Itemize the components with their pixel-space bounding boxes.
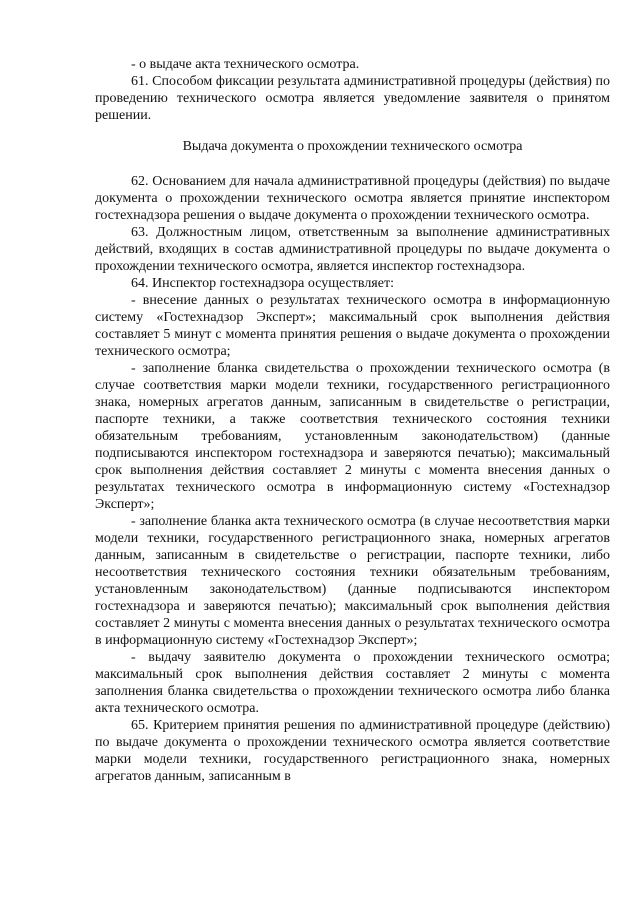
paragraph-65: 65. Критерием принятия решения по административной процедуре (действию) по выдаче документа о прохождении технического осмотра является соответствие марки модели техники, государственного регистрационного знака, номерных агрегатов данным, записанным в (95, 718, 610, 784)
paragraph-61: 61. Способом фиксации результата административной процедуры (действия) по проведению технического осмотра является уведомление заявителя о принятом решении. (95, 74, 610, 123)
spacer (95, 155, 610, 173)
list-item: - выдачу заявителю документа о прохождении технического осмотра; максимальный срок выполнения действия составляет 2 минуты с момента заполнения бланка свидетельства о прохождении технического осмотра либо бланка акта технического осмотра. (95, 650, 610, 716)
document-page (95, 56, 610, 785)
paragraph-64: 64. Инспектор гостехнадзора осуществляет: (131, 276, 394, 291)
list-item: - заполнение бланка акта технического осмотра (в случае несоответствия марки модели техники, государственного регистрационного знака, номерных агрегатов данным, записанным в свидетельстве о регистрации, паспорте техники, либо несоответствия технического состояния техники обязательным требованиям, установленным законодательством) (данные подписываются инспектором гостехнадзора и заверяются печатью); максимальный срок выполнения действия составляет 2 минуты с момента внесения данных о результатах технического осмотра в информационную систему «Гостехнадзор Эксперт»; (95, 514, 610, 648)
intro-bullet: - о выдаче акта технического осмотра. (131, 57, 360, 72)
paragraph-62: 62. Основанием для начала административной процедуры (действия) по выдаче документа о прохождении технического осмотра является принятие инспектором гостехнадзора решения о выдаче документа о прохождении технического осмотра. (95, 174, 610, 223)
paragraph-63: 63. Должностным лицом, ответственным за выполнение административных действий, входящих в состав административной процедуры по выдаче документа о прохождении технического осмотра, является инспектор гостехнадзора. (95, 225, 610, 274)
list-item: - заполнение бланка свидетельства о прохождении технического осмотра (в случае соответствия марки модели техники, государственного регистрационного знака, номерных агрегатов данным, записанным в свидетельстве о регистрации, паспорте техники, а также соответствия технического состояния техники обязательным требованиям, установленным законодательством) (данные подписываются инспектором гостехнадзора и заверяются печатью); максимальный срок выполнения действия составляет 2 минуты с момента внесения данных о результатах технического осмотра в информационную систему «Гостехнадзор Эксперт»; (95, 361, 610, 512)
list-item: - внесение данных о результатах технического осмотра в информационную систему «Гостехнадзор Эксперт»; максимальный срок выполнения действия составляет 5 минут с момента принятия решения о выдаче документа о прохождении технического осмотра; (95, 293, 610, 359)
section-heading: Выдача документа о прохождении технического осмотра (182, 139, 523, 154)
spacer (95, 124, 610, 138)
